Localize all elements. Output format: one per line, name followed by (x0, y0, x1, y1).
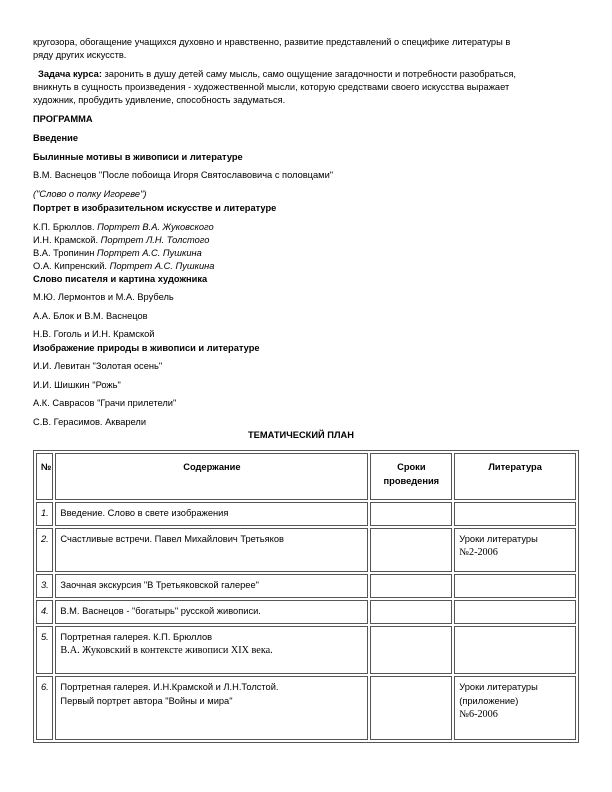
portrait-artist: К.П. Брюллов. (33, 222, 98, 232)
intro-heading: Введение (33, 133, 79, 143)
row-literature (454, 676, 576, 740)
row-dates (370, 502, 452, 526)
header-dates-line-2: проведения (383, 476, 440, 486)
row-literature (454, 528, 576, 572)
row-content: Счастливые встречи. Павел Михайлович Третьяков (55, 528, 368, 572)
row-num: 1. (36, 502, 53, 526)
literature-line: (приложение) (459, 696, 519, 706)
table-row (36, 676, 576, 740)
portrait-item (33, 235, 209, 246)
header-dates (370, 453, 452, 500)
row-dates (370, 626, 452, 674)
row-num: 2. (36, 528, 53, 572)
row-dates (370, 600, 452, 624)
thematic-plan-table (33, 450, 579, 743)
task-label: Задача курса: (38, 69, 102, 79)
row-num: 4. (36, 600, 53, 624)
intro-line-1: кругозора, обогащение учащихся духовно и нравственно, развитие представлений о специфике литературы в (33, 37, 511, 47)
row-dates (370, 574, 452, 598)
section-epic-heading: Былинные мотивы в живописи и литературе (33, 152, 243, 162)
row-dates (370, 676, 452, 740)
row-literature (454, 626, 576, 674)
task-line-3: художник, пробудить удивление, способность задуматься. (33, 95, 286, 105)
portrait-artist: В.А. Тропинин (33, 248, 97, 258)
row-content-line: Портретная галерея. К.П. Брюллов (60, 632, 213, 642)
portrait-work: Портрет А.С. Пушкина (96, 248, 202, 258)
header-content: Содержание (55, 453, 368, 500)
section-epic-item-note: ("Слово о полку Игореве") (33, 189, 147, 199)
literature-line: Уроки литературы (459, 534, 538, 544)
row-content: В.М. Васнецов - "богатырь" русской живописи. (55, 600, 368, 624)
word-picture-item: М.Ю. Лермонтов и М.А. Врубель (33, 292, 174, 302)
word-picture-item: А.А. Блок и В.М. Васнецов (33, 311, 148, 321)
portrait-artist: И.Н. Крамской. (33, 235, 101, 245)
task-text-1: заронить в душу детей саму мысль, само ощущение загадочности и потребности разобраться, (101, 69, 516, 79)
row-content: Заочная экскурсия "В Третьяковской галерее" (55, 574, 368, 598)
table-row (36, 502, 576, 526)
table-row (36, 528, 576, 572)
intro-line-2: ряду других искусств. (33, 50, 127, 60)
row-content: Введение. Слово в свете изображения (55, 502, 368, 526)
section-epic-item: В.М. Васнецов "После побоища Игоря Святославовича с половцами" (33, 170, 334, 180)
literature-line: №2-2006 (459, 547, 498, 558)
plan-title: ТЕМАТИЧЕСКИЙ ПЛАН (248, 430, 354, 440)
portrait-item (33, 222, 214, 233)
portrait-item (33, 248, 202, 259)
table-row (36, 600, 576, 624)
table-row (36, 626, 576, 674)
literature-line: Уроки литературы (459, 682, 538, 692)
header-dates-line-1: Сроки (397, 462, 426, 472)
row-content (55, 626, 368, 674)
task-paragraph-line-1 (38, 69, 516, 80)
word-picture-item: Н.В. Гоголь и И.Н. Крамской (33, 329, 155, 339)
section-portrait-heading: Портрет в изобразительном искусстве и литературе (33, 203, 277, 213)
row-dates (370, 528, 452, 572)
literature-line: №6-2006 (459, 709, 498, 720)
nature-item: А.К. Саврасов "Грачи прилетели" (33, 398, 177, 408)
program-heading: ПРОГРАММА (33, 114, 93, 124)
row-literature (454, 600, 576, 624)
portrait-artist: О.А. Кипренский. (33, 261, 110, 271)
portrait-item (33, 261, 214, 272)
nature-item: С.В. Герасимов. Акварели (33, 417, 147, 427)
task-line-2: вникнуть в сущность произведения - художественной мысли, которую средствами своего искусства выражает (33, 82, 510, 92)
table-header-row (36, 453, 576, 500)
nature-item: И.И. Левитан "Золотая осень" (33, 361, 163, 371)
table-row (36, 574, 576, 598)
section-word-picture-heading: Слово писателя и картина художника (33, 274, 208, 284)
row-num: 6. (36, 676, 53, 740)
row-content-line: Первый портрет автора "Войны и мира" (60, 696, 233, 706)
row-content (55, 676, 368, 740)
section-nature-heading: Изображение природы в живописи и литературе (33, 343, 260, 353)
portrait-work: Портрет Л.Н. Толстого (100, 235, 210, 245)
row-content-line: Портретная галерея. И.Н.Крамской и Л.Н.Толстой. (60, 682, 279, 692)
portrait-work: Портрет В.А. Жуковского (97, 222, 214, 232)
row-literature (454, 502, 576, 526)
row-num: 3. (36, 574, 53, 598)
row-content-line: В.А. Жуковский в контексте живописи XIX века. (60, 645, 273, 656)
header-num: № (36, 453, 53, 500)
nature-item: И.И. Шишкин "Рожь" (33, 380, 121, 390)
row-num: 5. (36, 626, 53, 674)
row-literature (454, 574, 576, 598)
portrait-work: Портрет А.С. Пушкина (109, 261, 215, 271)
header-literature: Литература (454, 453, 576, 500)
